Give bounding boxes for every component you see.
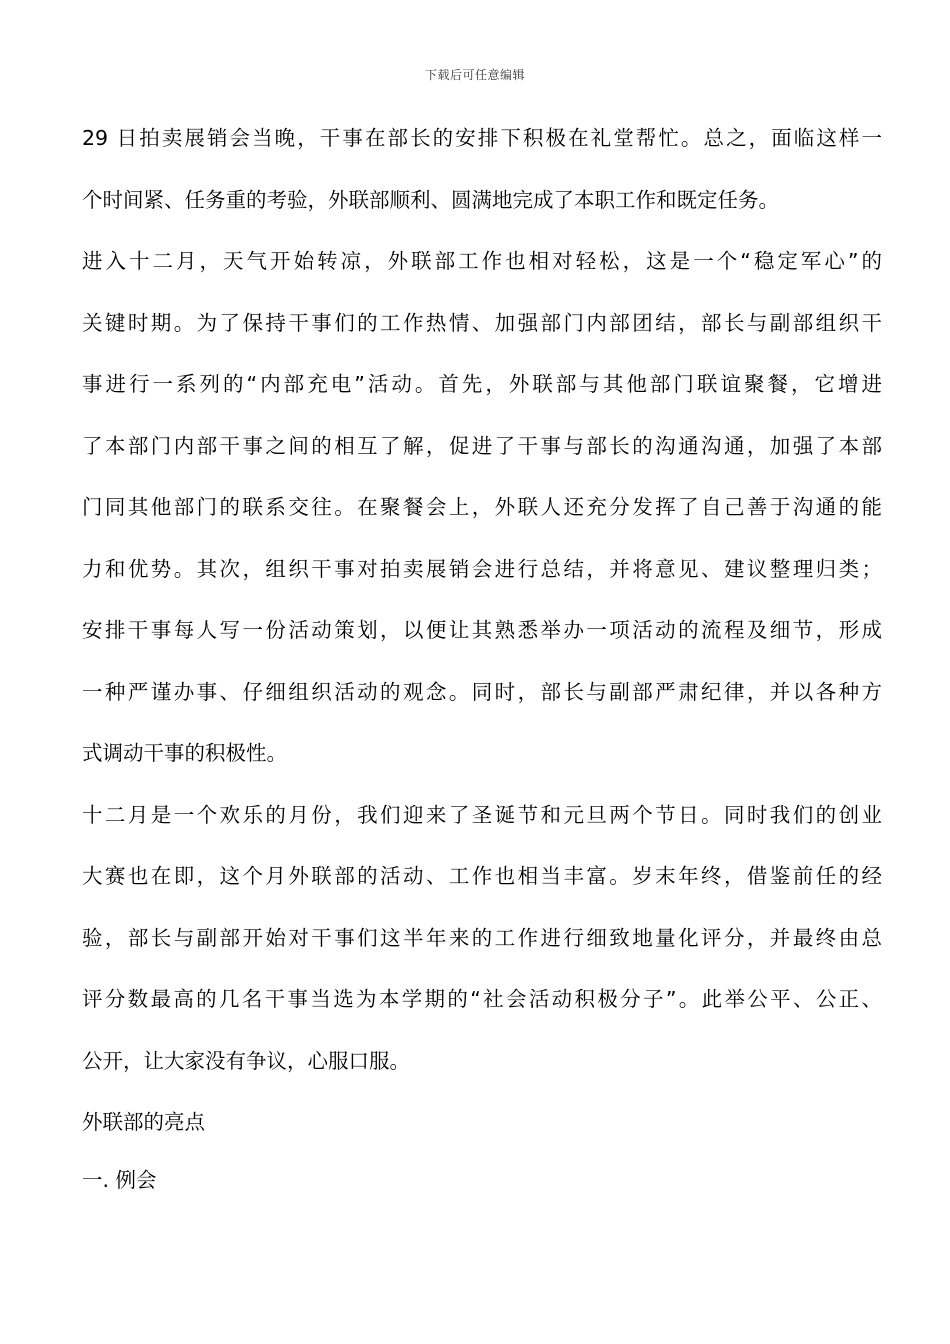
text-line: 事进行一系列的“内部充电”活动。首先，外联部与其他部门联谊聚餐，它增进 [82,372,882,396]
text-line: 29 日拍卖展销会当晚，干事在部长的安排下积极在礼堂帮忙。总之，面临这样一 [82,126,882,150]
text-line: 评分数最高的几名干事当选为本学期的“社会活动积极分子”。此举公平、公正、 [82,987,882,1011]
subsection-heading: 一. 例会 [82,1168,157,1192]
text-line: 个时间紧、任务重的考验，外联部顺利、圆满地完成了本职工作和既定任务。 [82,187,779,212]
text-line: 关键时期。为了保持干事们的工作热情、加强部门内部团结，部长与副部组织干 [82,310,882,335]
text-line: 力和优势。其次，组织干事对拍卖展销会进行总结，并将意见、建议整理归类； [82,556,882,581]
text-line: 验，部长与副部开始对干事们这半年来的工作进行细致地量化评分，并最终由总 [82,925,882,950]
page-header: 下载后可任意编辑 [424,68,525,82]
text-line: 门同其他部门的联系交往。在聚餐会上，外联人还充分发挥了自己善于沟通的能 [82,495,882,519]
text-line: 大赛也在即，这个月外联部的活动、工作也相当丰富。岁末年终，借鉴前任的经 [82,864,882,888]
text-line: 安排干事每人写一份活动策划，以便让其熟悉举办一项活动的流程及细节，形成 [82,618,882,642]
text-line: 一种严谨办事、仔细组织活动的观念。同时，部长与副部严肃纪律，并以各种方 [82,679,882,704]
body-text [82,118,882,1218]
text-line: 十二月是一个欢乐的月份，我们迎来了圣诞节和元旦两个节日。同时我们的创业 [82,802,882,827]
text-line: 进入十二月，天气开始转凉，外联部工作也相对轻松，这是一个“稳定军心”的 [82,249,882,273]
text-line: 公开，让大家没有争议，心服口服。 [82,1048,410,1073]
text-line: 式调动干事的积极性。 [82,741,287,765]
section-heading: 外联部的亮点 [82,1110,205,1134]
text-line: 了本部门内部干事之间的相互了解，促进了干事与部长的沟通沟通，加强了本部 [82,433,882,458]
